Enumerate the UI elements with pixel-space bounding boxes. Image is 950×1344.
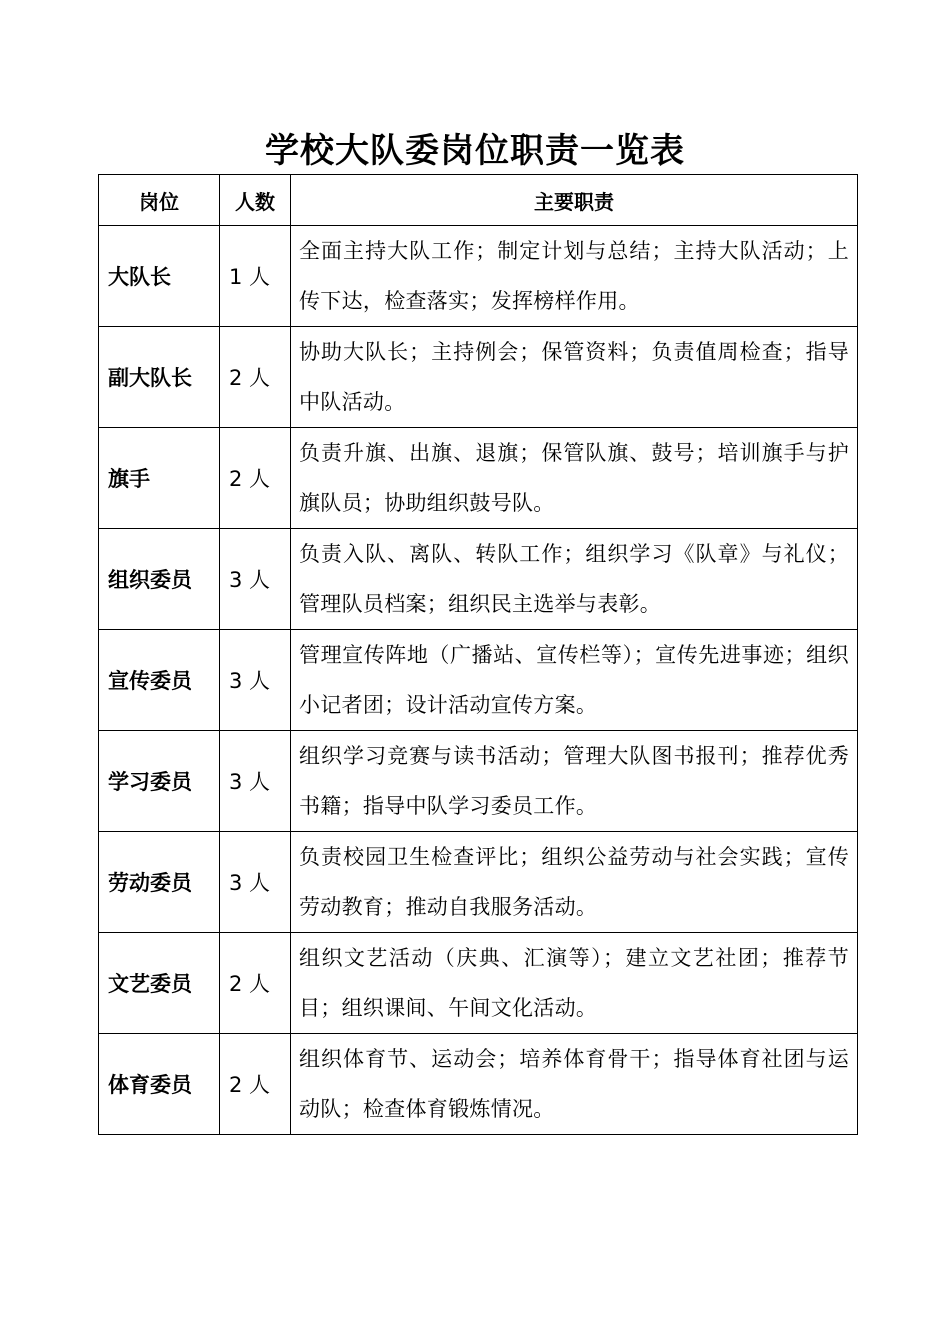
header-duties: 主要职责 bbox=[291, 175, 858, 226]
count-cell: 2 人 bbox=[220, 428, 291, 529]
count-cell: 1 人 bbox=[220, 226, 291, 327]
table-header-row bbox=[99, 175, 858, 226]
duties-cell: 全面主持大队工作；制定计划与总结；主持大队活动；上传下达，检查落实；发挥榜样作用。 bbox=[291, 226, 858, 327]
table-row bbox=[99, 731, 858, 832]
table-row bbox=[99, 226, 858, 327]
count-cell: 2 人 bbox=[220, 933, 291, 1034]
duties-cell: 负责入队、离队、转队工作；组织学习《队章》与礼仪；管理队员档案；组织民主选举与表彰。 bbox=[291, 529, 858, 630]
role-cell: 文艺委员 bbox=[99, 933, 220, 1034]
duties-cell: 负责校园卫生检查评比；组织公益劳动与社会实践；宣传劳动教育；推动自我服务活动。 bbox=[291, 832, 858, 933]
role-cell: 学习委员 bbox=[99, 731, 220, 832]
count-cell: 2 人 bbox=[220, 1034, 291, 1135]
header-count: 人数 bbox=[220, 175, 291, 226]
duties-cell: 组织体育节、运动会；培养体育骨干；指导体育社团与运动队；检查体育锻炼情况。 bbox=[291, 1034, 858, 1135]
count-cell: 3 人 bbox=[220, 731, 291, 832]
count-cell: 3 人 bbox=[220, 630, 291, 731]
table-row bbox=[99, 1034, 858, 1135]
duties-cell: 管理宣传阵地（广播站、宣传栏等）；宣传先进事迹；组织小记者团；设计活动宣传方案。 bbox=[291, 630, 858, 731]
role-cell: 劳动委员 bbox=[99, 832, 220, 933]
header-role: 岗位 bbox=[99, 175, 220, 226]
role-cell: 大队长 bbox=[99, 226, 220, 327]
table-row bbox=[99, 832, 858, 933]
role-cell: 副大队长 bbox=[99, 327, 220, 428]
count-cell: 3 人 bbox=[220, 832, 291, 933]
count-cell: 2 人 bbox=[220, 327, 291, 428]
table-row bbox=[99, 428, 858, 529]
role-cell: 旗手 bbox=[99, 428, 220, 529]
table-row bbox=[99, 327, 858, 428]
page-title: 学校大队委岗位职责一览表 bbox=[265, 131, 685, 171]
duties-table bbox=[98, 174, 858, 1135]
count-cell: 3 人 bbox=[220, 529, 291, 630]
table-row bbox=[99, 933, 858, 1034]
duties-cell: 组织学习竞赛与读书活动；管理大队图书报刊；推荐优秀书籍；指导中队学习委员工作。 bbox=[291, 731, 858, 832]
role-cell: 组织委员 bbox=[99, 529, 220, 630]
role-cell: 宣传委员 bbox=[99, 630, 220, 731]
duties-cell: 负责升旗、出旗、退旗；保管队旗、鼓号；培训旗手与护旗队员；协助组织鼓号队。 bbox=[291, 428, 858, 529]
duties-cell: 组织文艺活动（庆典、汇演等）；建立文艺社团；推荐节目；组织课间、午间文化活动。 bbox=[291, 933, 858, 1034]
duties-cell: 协助大队长；主持例会；保管资料；负责值周检查；指导中队活动。 bbox=[291, 327, 858, 428]
table-row bbox=[99, 529, 858, 630]
table-row bbox=[99, 630, 858, 731]
role-cell: 体育委员 bbox=[99, 1034, 220, 1135]
